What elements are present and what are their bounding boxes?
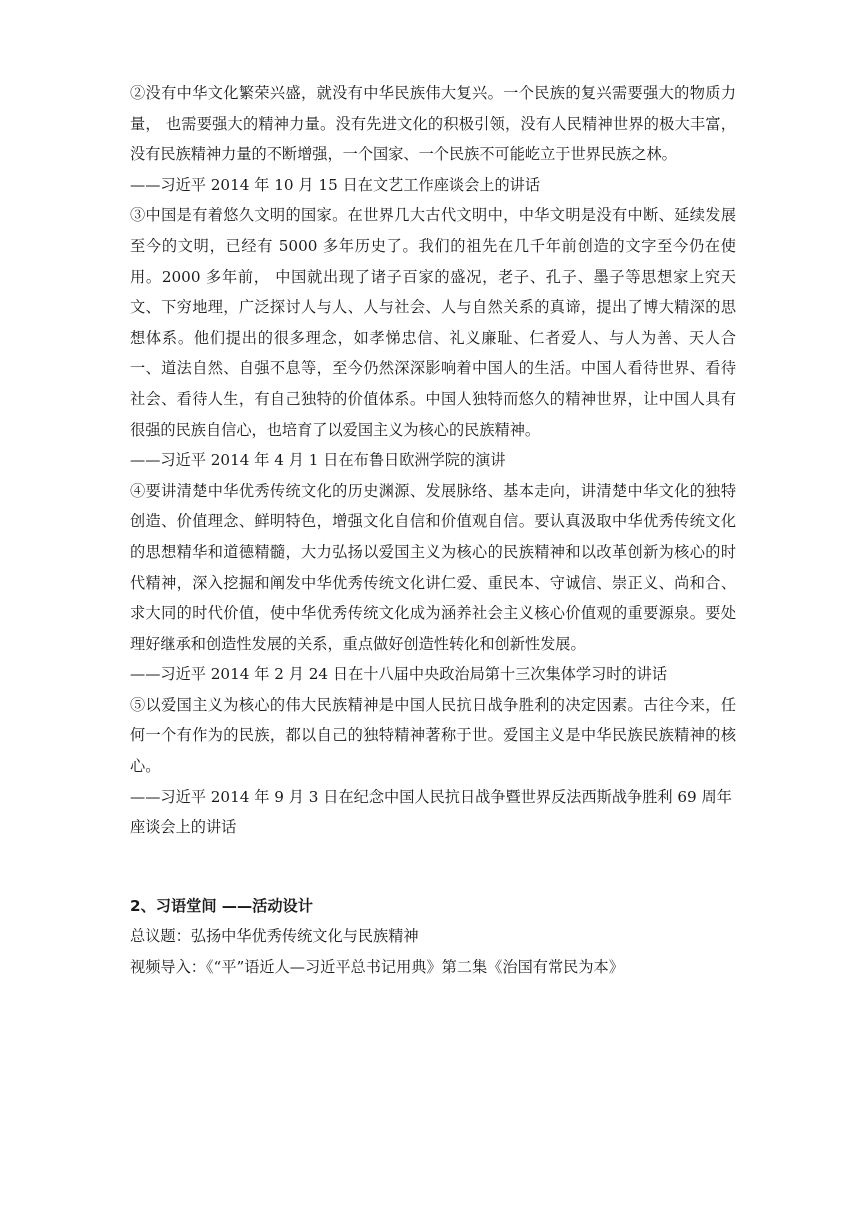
quote-3-source: ——习近平 2014 年 4 月 1 日在布鲁日欧洲学院的演讲 bbox=[130, 451, 506, 470]
section-spacer bbox=[130, 843, 736, 891]
quote-3-text: ③中国是有着悠久文明的国家。在世界几大古代文明中，中华文明是没有中断、延续发展至今的文明，已经有 5000 多年历史了。我们的祖先在几千年前创造的文字至今仍在使用。2000 多年前， 中国就出现了诸子百家的盛况，老子、孔子、墨子等思想家上究天文、下穷地理，广泛探讨人与人、人与社会、人与自然关系的真谛，提出了博大精深的思想体系。他们提出的很多理念，如孝悌忠信、礼义廉耻、仁者爱人、与人为善、天人合一、道法自然、自强不息等，至今仍然深深影响着中国人的生活。中国人看待世界、看待社会、看待人生，有自己独特的价值体系。中国人独特而悠久的精神世界，让中国人具有很强的民族自信心，也培育了以爱国主义为核心的民族精神。 bbox=[130, 206, 736, 439]
quote-4-source: ——习近平 2014 年 2 月 24 日在十八届中央政治局第十三次集体学习时的讲话 bbox=[130, 665, 668, 684]
quote-5-text: ⑤以爱国主义为核心的伟大民族精神是中国人民抗日战争胜利的决定因素。古往今来，任何一个有作为的民族，都以自己的独特精神著称于世。爱国主义是中华民族民族精神的核心。 bbox=[130, 695, 736, 776]
quote-2-source: ——习近平 2014 年 10 月 15 日在文艺工作座谈会上的讲话 bbox=[130, 175, 541, 194]
video-intro-line: 视频导入：《“平”语近人—习近平总书记用典》第二集《治国有常民为本》 bbox=[130, 958, 624, 977]
section-heading: 2、习语堂间 ——活动设计 bbox=[130, 896, 313, 915]
topic-line: 总议题：弘扬中华优秀传统文化与民族精神 bbox=[130, 927, 419, 946]
quote-2-text: ②没有中华文化繁荣兴盛，就没有中华民族伟大复兴。一个民族的复兴需要强大的物质力量， 也需要强大的精神力量。没有先进文化的积极引领，没有人民精神世界的极大丰富，没有民族精神力量的不断增强，一个国家、一个民族不可能屹立于世界民族之林。 bbox=[130, 84, 736, 164]
quote-4-text: ④要讲清楚中华优秀传统文化的历史渊源、发展脉络、基本走向，讲清楚中华文化的独特创造、价值理念、鲜明特色，增强文化自信和价值观自信。要认真汲取中华优秀传统文化的思想精华和道德精髓，大力弘扬以爱国主义为核心的民族精神和以改革创新为核心的时代精神，深入挖掘和阐发中华优秀传统文化讲仁爱、重民本、守诚信、崇正义、尚和合、求大同的时代价值，使中华优秀传统文化成为涵养社会主义核心价值观的重要源泉。要处理好继承和创造性发展的关系，重点做好创造性转化和创新性发展。 bbox=[130, 481, 736, 653]
document-page bbox=[130, 78, 736, 983]
quote-5-source: ——习近平 2014 年 9 月 3 日在纪念中国人民抗日战争暨世界反法西斯战争胜利 69 周年座谈会上的讲话 bbox=[130, 787, 732, 837]
